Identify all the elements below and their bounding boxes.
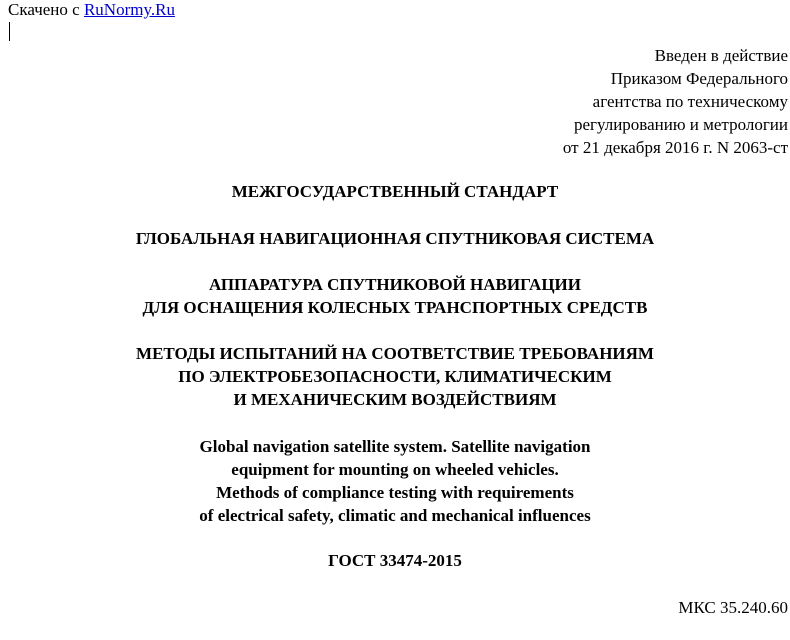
approval-line: агентства по техническому <box>592 92 788 111</box>
standard-type-text: МЕЖГОСУДАРСТВЕННЫЙ СТАНДАРТ <box>231 182 559 201</box>
text-cursor <box>9 22 10 41</box>
approval-block <box>563 44 788 159</box>
source-link[interactable]: RuNormy.Ru <box>83 0 175 19</box>
english-title-line: equipment for mounting on wheeled vehicles. <box>231 460 559 479</box>
methods-line: И МЕХАНИЧЕСКИМ ВОЗДЕЙСТВИЯМ <box>233 390 557 409</box>
approval-line: от 21 декабря 2016 г. N 2063-ст <box>562 138 788 157</box>
system-heading <box>0 227 790 250</box>
equipment-heading <box>0 273 790 319</box>
equipment-line: ДЛЯ ОСНАЩЕНИЯ КОЛЕСНЫХ ТРАНСПОРТНЫХ СРЕДСТВ <box>142 298 648 317</box>
english-title <box>0 435 790 527</box>
english-title-line: of electrical safety, climatic and mechanical influences <box>199 506 591 525</box>
approval-line: регулированию и метрологии <box>573 115 788 134</box>
gost-designation-text: ГОСТ 33474-2015 <box>328 551 462 570</box>
english-title-line: Methods of compliance testing with requirements <box>216 483 574 502</box>
methods-line: ПО ЭЛЕКТРОБЕЗОПАСНОСТИ, КЛИМАТИЧЕСКИМ <box>178 367 612 386</box>
methods-line: МЕТОДЫ ИСПЫТАНИЙ НА СООТВЕТСТВИЕ ТРЕБОВАНИЯМ <box>136 344 654 363</box>
english-title-line: Global navigation satellite system. Satellite navigation <box>199 437 591 456</box>
source-prefix: Скачено с <box>8 0 84 19</box>
standard-type-heading <box>0 180 790 203</box>
methods-heading <box>0 342 790 411</box>
equipment-line: АППАРАТУРА СПУТНИКОВОЙ НАВИГАЦИИ <box>208 275 582 294</box>
gost-designation <box>0 549 790 572</box>
classification-code: МКС 35.240.60 <box>678 598 788 617</box>
source-line <box>8 0 175 20</box>
system-text: ГЛОБАЛЬНАЯ НАВИГАЦИОННАЯ СПУТНИКОВАЯ СИСТЕМА <box>135 229 655 248</box>
approval-line: Приказом Федерального <box>610 69 788 88</box>
approval-line: Введен в действие <box>654 46 788 65</box>
